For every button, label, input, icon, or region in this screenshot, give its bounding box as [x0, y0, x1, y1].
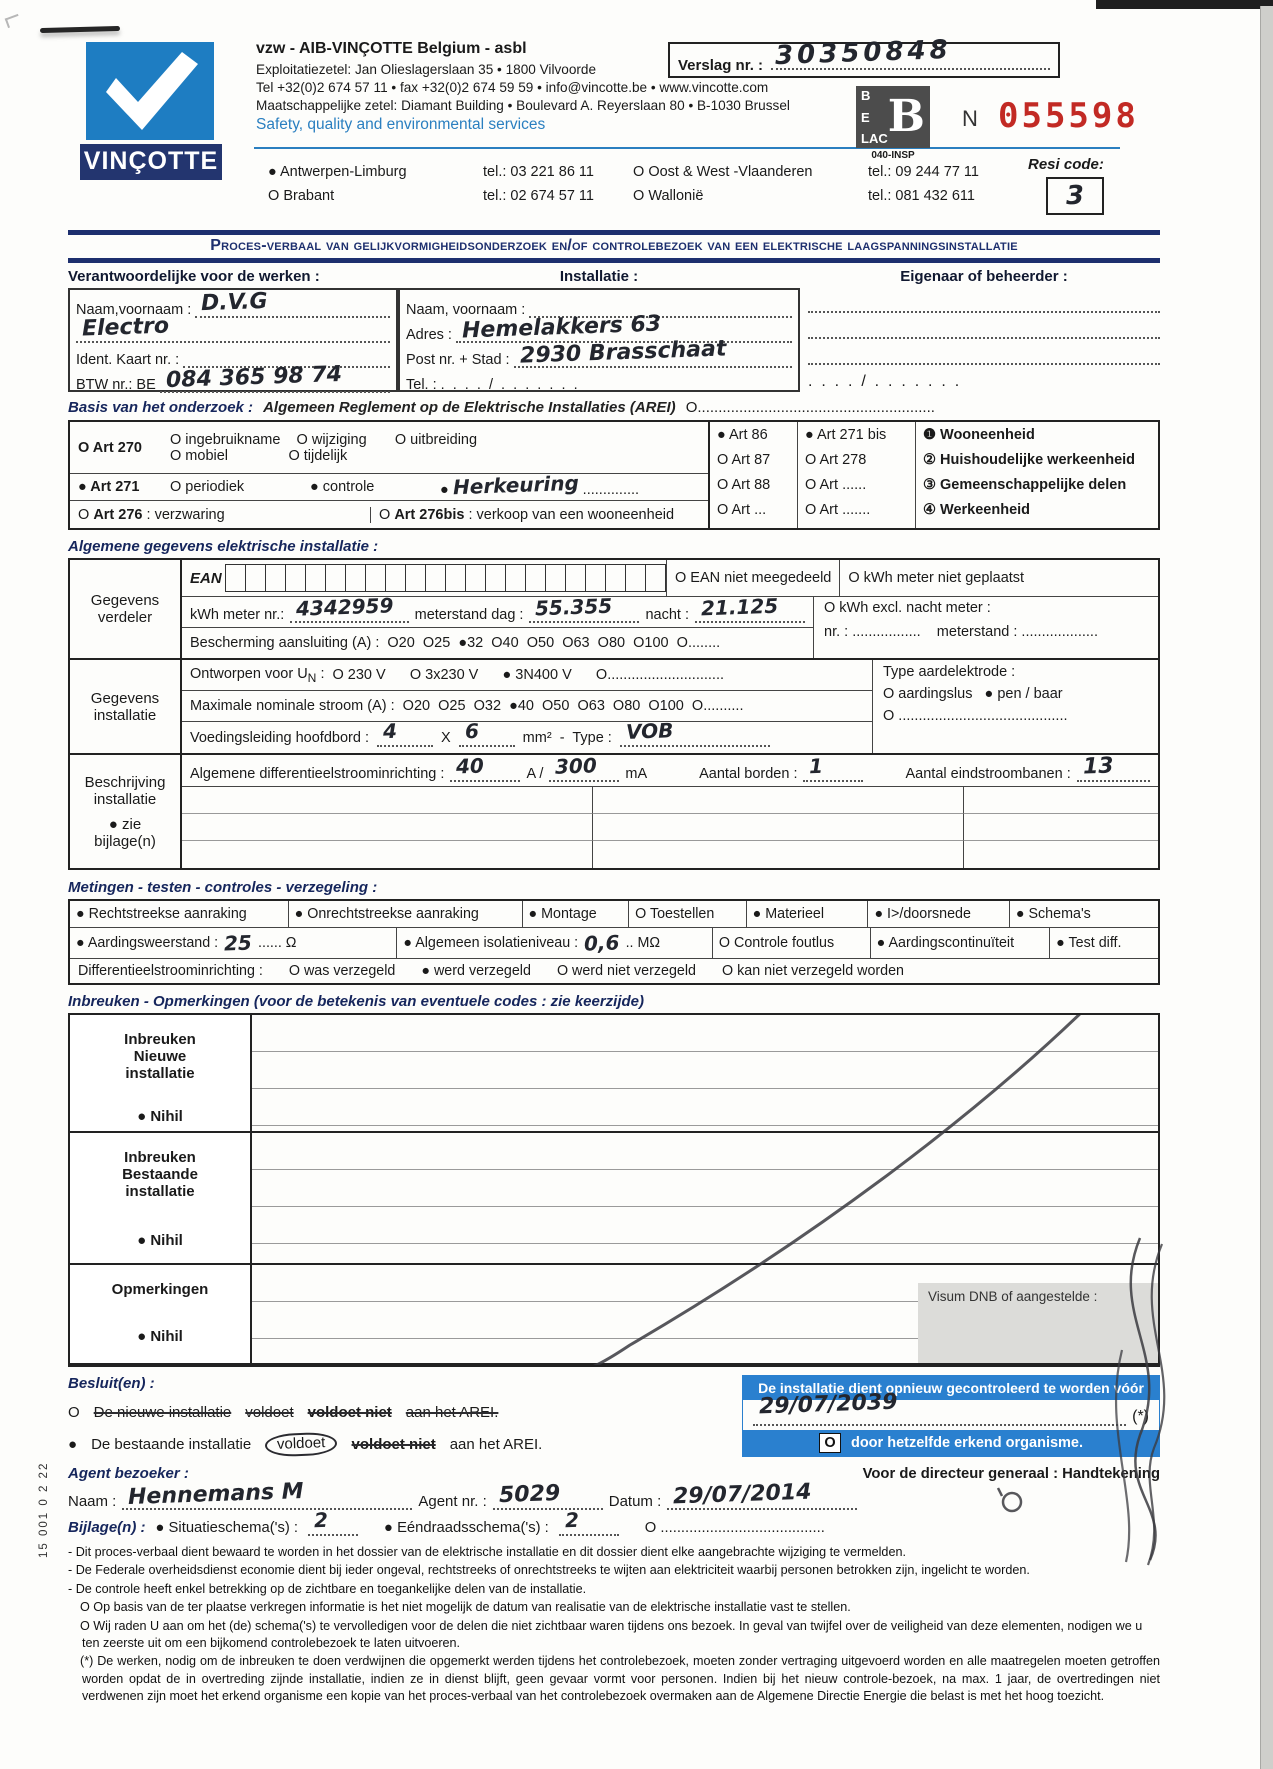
verslag-label: Verslag nr. : [678, 57, 764, 74]
organisme-checkbox: O [819, 1433, 841, 1453]
aarding-handwritten: 25 [223, 930, 253, 956]
herkeuring-header: De installatie dient opnieuw gecontroleerd te worden vóór [743, 1376, 1159, 1400]
resi-code-label: Resi code: [1028, 156, 1104, 173]
org-address-1: Exploitatiezetel: Jan Olieslagerslaan 35 • 1800 Vilvoorde [256, 62, 597, 77]
agent-naam-handwritten: Hennemans M [127, 1478, 305, 1511]
toestellen-option: O Toestellen [628, 901, 746, 927]
voldoet-niet-struck: voldoet niet [351, 1436, 436, 1453]
ean-label: EAN [190, 569, 222, 587]
isolatieniveau-cell: ● Algemeen isolatieniveau : 0,6 .. MΩ [396, 928, 712, 958]
diff-a-unit: A / [526, 766, 544, 782]
post-handwritten: 2930 Brasschaat [519, 336, 727, 369]
basis-label: Basis van het onderzoek : [68, 399, 254, 416]
verslag-field [771, 34, 1050, 72]
tel-label: Tel. : [406, 377, 437, 393]
scan-artifact-top-bar [1096, 0, 1273, 9]
col-header-installatie: Installatie : [559, 268, 639, 285]
region-mark: O [268, 188, 280, 204]
basis-extra-option: O......................................................... [685, 399, 935, 416]
art271-opt-other: ● Herkeuring .............. [440, 470, 640, 499]
col-header-verantwoordelijke: Verantwoordelijke voor de werken : [68, 268, 320, 285]
diff-inrichting-label: Algemene differentieelstroominrichting : [190, 766, 445, 782]
voeding-v1-field [377, 718, 433, 747]
datum-handwritten: 29/07/2014 [672, 1479, 813, 1510]
eendraadsschema-field [559, 1507, 619, 1536]
belac-letter-e: E [861, 109, 870, 125]
testdiff-option: ● Test diff. [1049, 928, 1158, 958]
agent-nr-handwritten: 5029 [498, 1480, 561, 1509]
art88-option: O Art 88 [717, 476, 771, 493]
meterstand-dag-label: meterstand dag : [414, 607, 524, 623]
footnote-5: O Wij raden U aan om het (de) schema('s) te vervolledigen voor de delen die niet zichtbaar waren tijdens ons bezoek. In geval van twijfel over de veiligheid van deze elementen, nodigen we u ten zeerste uit om een bijkomend controlebezoek te laten uitvoeren. [80, 1618, 1143, 1650]
besluit-bestaande-row: ● De bestaande installatie voldoet voldoet niet aan het AREI. [68, 1433, 728, 1456]
voeding-type-handwritten: VOB [625, 717, 674, 744]
region-brabant: O Brabant [268, 188, 335, 204]
bijlage-heading: Bijlage(n) : [68, 1519, 146, 1536]
vincotte-wordmark: VINÇOTTE [80, 144, 222, 180]
borden-label: Aantal borden : [699, 766, 798, 782]
rechtstreekse-option: ● Rechtstreekse aanraking [76, 906, 247, 922]
region-antwerpen-tel: tel.: 03 221 86 11 [483, 164, 594, 180]
aardingsweerstand-cell: ● Aardingsweerstand : 25 ...... Ω [76, 930, 297, 956]
general-table [68, 558, 1160, 870]
metingen-heading: Metingen - testen - controles - verzegeling : [68, 879, 378, 896]
signature-label: Voor de directeur generaal : Handtekening [862, 1466, 1160, 1482]
naam-handwritten-2: Electro [81, 313, 170, 342]
herkeuring-handwritten: Herkeuring [452, 470, 580, 499]
montage-option: ● Montage [522, 901, 629, 927]
general-section-heading: Algemene gegevens elektrische installatie : [68, 538, 379, 555]
naam-field-2 [76, 313, 390, 343]
organisme-text: door hetzelfde erkend organisme. [850, 1435, 1084, 1451]
inbreuken-heading: Inbreuken - Opmerkingen (voor de betekenis van eventuele codes : zie keerzijde) [68, 993, 645, 1010]
max-stroom-label: Maximale nominale stroom (A) : [190, 698, 395, 714]
banen-handwritten: 13 [1082, 753, 1114, 780]
footnote-3: - De controle heeft enkel betrekking op de zichtbare en toegankelijke delen van de installatie. [68, 1581, 587, 1596]
agent-heading: Agent bezoeker : [68, 1465, 189, 1482]
art87-option: O Art 87 [717, 451, 771, 468]
regional-offices [268, 164, 988, 204]
herkeuring-date-field [753, 1389, 1126, 1426]
datum-field [667, 1479, 857, 1510]
situatieschema-option: ● Situatieschema('s) : [155, 1520, 299, 1536]
resi-code-box [1046, 177, 1104, 215]
art276-option: O Art 276 : verzwaring [78, 506, 225, 523]
verzegeling-label: Differentieelstroominrichting : [78, 963, 263, 979]
belac-accreditation-number: 040-INSP [871, 150, 915, 161]
art278-option: O Art 278 [805, 451, 867, 468]
verdeler-label: Gegevens verdeler [70, 560, 182, 658]
ean-niet-meegedeeld-option: O EAN niet meegedeeld [666, 560, 839, 596]
footnote-6: (*) De werken, nodig om de inbreuken te doen verdwijnen die opgemerkt werden tijdens het controlebezoek, moeten zonder vertraging uitgevoerd worden en alle maatregelen moeten getroffen worden opdat de in overtreding zijnde installatie, indien ze in dienst blijft, geen gevaar vormt voor personen. Indien bij het nieuw controle-bezoek, na max. 1 jaar, de overtredingen niet verdwenen zijn moet het erkend organisme een kopie van het proces-verbaal van het controlebezoek overmaken aan de Algemene Directie Energie die belast is met het hoog toezicht. [80, 1654, 1160, 1703]
diff-ma-field [549, 753, 619, 782]
isolatie-handwritten: 0,6 [583, 930, 620, 956]
col-header-eigenaar: Eigenaar of beheerder : [900, 268, 1068, 285]
doorsnede-option: ● I>/doorsnede [867, 901, 1008, 927]
agent-row [68, 1478, 1160, 1511]
parties-section [68, 268, 1160, 392]
region-wallonie: O Wallonië [633, 188, 704, 204]
adres-label: Adres : [406, 327, 452, 343]
art271-opt-controle: ● controle [310, 479, 375, 495]
inbreuken-table [68, 1013, 1160, 1367]
aardelektrode-label: Type aardelektrode : [883, 664, 1016, 680]
voeding-type-field [620, 717, 770, 747]
ident-label: Ident. Kaart nr. : [76, 352, 180, 368]
wooneenheid-option: ❶ Wooneenheid [923, 426, 1035, 443]
max-stroom-options: O20 O25 O32 ●40 O50 O63 O80 O100 O.......... [402, 698, 744, 714]
post-field [514, 336, 792, 369]
eigenaar-field-3 [808, 347, 1160, 365]
dag-handwritten: 55.355 [535, 593, 614, 621]
post-label: Post nr. + Stad : [406, 352, 510, 368]
was-verzegeld-option: O was verzegeld [288, 963, 396, 979]
beschrijving-empty-grid [182, 787, 1158, 868]
footnote-1: - Dit proces-verbaal dient bewaard te worden in het dossier van de elektrische installatie en dit dossier dient elke aangebrachte wijziging te vermelden. [68, 1545, 906, 1559]
art-blank-option-2: O Art ...... [805, 476, 867, 493]
belac-letters-lac: LAC [861, 131, 888, 146]
art270-label: O Art 270 [78, 439, 142, 456]
werd-verzegeld-option: ● werd verzegeld [421, 963, 531, 979]
basis-text: Algemeen Reglement op de Elektrische Installaties (AREI) [263, 399, 676, 416]
org-tagline: Safety, quality and environmental services [256, 116, 546, 133]
borden-handwritten: 1 [809, 753, 824, 779]
voeding-unit: mm² - Type : [522, 729, 612, 746]
region-mark: O [633, 188, 645, 204]
org-address-2: Tel +32(0)2 674 57 11 • fax +32(0)2 674 59 59 • info@vincotte.be • www.vincotte.com [256, 80, 769, 95]
besluit-section [68, 1375, 1160, 1457]
verzegeling-row [70, 959, 1158, 983]
inbreuken-nieuwe-lines [252, 1015, 1158, 1131]
form-title: Proces-verbaal van gelijkvormigheidsonderzoek en/of controlebezoek van een elektrische laagspanningsinstallatie [210, 237, 1018, 254]
scan-artifact-right-edge [1260, 6, 1273, 1769]
aan-arei-text: aan het AREI. [405, 1404, 499, 1421]
agent-nr-field [493, 1480, 603, 1510]
region-wallonie-tel: tel.: 081 432 611 [868, 188, 975, 204]
verantwoordelijke-box [68, 288, 398, 392]
checkmark-icon [86, 42, 214, 140]
herkeuring-star: (*) [1132, 1408, 1149, 1425]
art-blank-option-3: O Art ....... [805, 501, 871, 518]
verslag-handwritten-value: 30350848 [774, 34, 953, 72]
eendraadsschema-handwritten: 2 [564, 1507, 580, 1533]
verslag-number-box [668, 34, 1060, 78]
btw-label: BTW nr.: BE [76, 377, 156, 393]
diff-ma-unit: mA [625, 766, 648, 782]
resi-code-block [1028, 156, 1148, 215]
continuiteit-option: ● Aardingscontinuïteit [870, 928, 1050, 958]
belac-big-b: B [887, 91, 925, 142]
aardelektrode-options: O aardingslus ● pen / baar [883, 686, 1063, 702]
bescherming-label: Bescherming aansluiting (A) : [190, 635, 380, 651]
articles-table [68, 420, 1160, 530]
gemeenschappelijke-option: ③ Gemeenschappelijke delen [923, 476, 1127, 493]
basis-line [68, 399, 1160, 416]
eigenaar-tel-dots: . . . . / . . . . . . . [808, 373, 960, 390]
banen-field [1077, 753, 1150, 782]
articles-col-b [798, 422, 916, 528]
art270-options-1: O ingebruikname O wijziging O uitbreiding [170, 431, 478, 448]
kwh-niet-geplaatst-option: O kWh meter niet geplaatst [839, 560, 1158, 596]
kwh-excl-label: O kWh excl. nacht meter : [824, 600, 991, 616]
metingen-table [68, 899, 1160, 985]
region-brabant-tel: tel.: 02 674 57 11 [483, 188, 594, 204]
art271bis-option: ● Art 271 bis [805, 426, 887, 443]
diff-ma-handwritten: 300 [554, 753, 598, 779]
datum-label: Datum : [608, 1493, 662, 1510]
situatieschema-handwritten: 2 [313, 1507, 329, 1533]
bijlage-row [68, 1507, 1160, 1536]
articles-col-c [916, 422, 1158, 528]
voldoet-text: voldoet [245, 1404, 294, 1421]
borden-field [803, 753, 863, 782]
region-antwerpen: ● Antwerpen-Limburg [268, 164, 407, 180]
form-title-band [68, 230, 1160, 263]
meterstand-dag-field [529, 593, 639, 623]
aardelektrode-other: O .......................................... [883, 708, 1068, 724]
nihil-mark-2: ● Nihil [137, 1232, 183, 1249]
kwh-excl-line2: nr. : ................. meterstand : ................... [824, 624, 1098, 640]
materieel-option: ● Materieel [746, 901, 868, 927]
inbreuken-nieuwe-label: Inbreuken Nieuwe installatie ● Nihil [70, 1015, 252, 1131]
besluit-heading: Besluit(en) : [68, 1375, 155, 1392]
form-header [68, 34, 1160, 230]
naam-field [195, 288, 390, 318]
besluit-nieuwe-row: O De nieuwe installatie voldoet voldoet niet aan het AREI. [68, 1404, 499, 1421]
stamp-serial-number: 055598 [998, 96, 1139, 136]
nacht-field [695, 593, 805, 623]
btw-field [160, 361, 390, 394]
bescherming-options: O20 O25 ●32 O40 O50 O63 O80 O100 O........ [387, 635, 721, 651]
footnote-4: O Op basis van de ter plaatse verkregen informatie is het niet mogelijk de datum van realisatie van de elektrische installatie vast te stellen. [80, 1600, 851, 1615]
org-name: vzw - AIB-VINÇOTTE Belgium - asbl [256, 40, 527, 57]
eendraadsschema-option: ● Eéndraadsschema('s) : [384, 1520, 549, 1536]
agent-naam-field [122, 1478, 412, 1511]
kwh-excl-cell [813, 597, 1158, 658]
situatieschema-field [308, 1507, 358, 1536]
art86-option: ● Art 86 [717, 426, 768, 443]
opmerkingen-lines [252, 1265, 1158, 1363]
voeding-v1-handwritten: 4 [382, 718, 398, 743]
vincotte-logo-icon [86, 42, 214, 140]
un-label: Ontworpen voor $U_N$ : [190, 665, 325, 685]
nihil-mark-1: ● Nihil [137, 1108, 183, 1125]
inbreuken-bestaande-label: Inbreuken Bestaande installatie ● Nihil [70, 1133, 252, 1263]
adres-handwritten: Hemelakkers 63 [461, 311, 662, 344]
diff-a-handwritten: 40 [456, 753, 485, 779]
art271-opt-periodiek: O periodiek [170, 479, 245, 495]
nieuwe-installatie-text: De nieuwe installatie [93, 1404, 232, 1421]
pen-smudge [5, 14, 22, 28]
banen-label: Aantal eindstroombanen : [905, 766, 1071, 782]
eigenaar-field-2 [808, 321, 1160, 339]
voeding-v2-field [459, 718, 515, 747]
region-oostwest: O Oost & West -Vlaanderen [633, 164, 813, 180]
werkeenheid-option: ④ Werkeenheid [923, 501, 1031, 518]
bijlage-extra-option: O ........................................ [644, 1520, 825, 1536]
header-divider [254, 147, 1120, 149]
voeding-x: X [440, 729, 451, 746]
un-options: O 230 V O 3x230 V ● 3N400 V O............................. [332, 667, 725, 683]
org-address-3: Maatschappelijke zetel: Diamant Building • Boulevard A. Reyerslaan 80 • B-1030 Brussel [256, 98, 790, 113]
kwh-meter-field [290, 593, 408, 623]
voeding-label: Voedingsleiding hoofdbord : [190, 729, 369, 746]
inst-naam-label: Naam, voornaam : [406, 302, 526, 318]
art270-options-2: O mobiel O tijdelijk [170, 447, 348, 464]
agent-naam-label: Naam : [68, 1493, 117, 1510]
schemas-option: ● Schema's [1009, 901, 1158, 927]
herkeuring-blue-box [742, 1375, 1160, 1457]
onrechtstreekse-option: ● Onrechtstreekse aanraking [288, 901, 522, 927]
footnotes [68, 1544, 1160, 1705]
foutlus-option: O Controle foutlus [712, 928, 870, 958]
resi-code-handwritten-value: 3 [1065, 180, 1085, 212]
bestaande-installatie-text: De bestaande installatie [91, 1436, 252, 1453]
naam-handwritten: D.V.G [200, 288, 269, 317]
nacht-label: nacht : [645, 607, 689, 623]
tel-dots: . . . . / . . . . . . . [440, 377, 578, 393]
region-mark: O [633, 164, 645, 180]
voeding-v2-handwritten: 6 [464, 718, 479, 743]
region-mark: ● [268, 164, 277, 180]
voldoet-niet-text: voldoet niet [307, 1404, 392, 1421]
kan-niet-verzegeld-option: O kan niet verzegeld worden [722, 963, 905, 979]
visum-dnb-box: Visum DNB of aangestelde : [918, 1283, 1158, 1363]
stamp-n-label: N [962, 106, 978, 131]
voldoet-circled: voldoet [265, 1432, 338, 1458]
art-blank-option: O Art ... [717, 501, 767, 518]
btw-handwritten: 084 365 98 74 [165, 361, 343, 394]
herkeuring-date-handwritten: 29/07/2039 [758, 1389, 898, 1420]
werd-niet-verzegeld-option: O werd niet verzegeld [556, 963, 697, 979]
huishoudelijke-option: ② Huishoudelijke werkeenheid [923, 451, 1136, 468]
region-oostwest-tel: tel.: 09 244 77 11 [868, 164, 979, 180]
diff-a-field [450, 753, 520, 782]
installatie-gegevens-label: Gegevens installatie [70, 660, 182, 753]
articles-col-a [710, 422, 798, 528]
kwh-meter-handwritten: 4342959 [295, 593, 395, 621]
belac-letter-b: B [861, 88, 871, 103]
nacht-handwritten: 21.125 [700, 593, 779, 621]
nihil-mark-3: ● Nihil [137, 1328, 183, 1345]
aan-arei-text-2: aan het AREI. [449, 1436, 543, 1453]
inbreuken-bestaande-lines [252, 1133, 1158, 1263]
staple-mark [40, 26, 120, 33]
art276bis-option: O Art 276bis : verkoop van een wooneenheid [370, 507, 708, 523]
naam-label: Naam,voornaam : [76, 302, 192, 318]
agent-nr-label: Agent nr. : [418, 1493, 487, 1510]
footnote-2: - De Federale overheidsdienst economie dient bij ieder ongeval, rechtstreeks of onrechtstreeks te wijten aan elektriciteit waarbij personen betrokken zijn, ingelicht te worden. [68, 1563, 1030, 1578]
ean-digit-boxes [226, 564, 666, 592]
art271-label: ● Art 271 [78, 479, 140, 495]
belac-logo [856, 86, 930, 148]
opmerkingen-label: Opmerkingen ● Nihil [70, 1265, 252, 1363]
beschrijving-label: Beschrijving installatie ● zie bijlage(n) [70, 755, 182, 868]
eigenaar-field-1 [808, 295, 1160, 313]
installatie-box [398, 288, 800, 392]
form-reference-code: 15 001 0 2 22 [38, 1461, 50, 1558]
kwh-meter-label: kWh meter nr.: [190, 607, 285, 623]
aardelektrode-cell [872, 660, 1158, 753]
